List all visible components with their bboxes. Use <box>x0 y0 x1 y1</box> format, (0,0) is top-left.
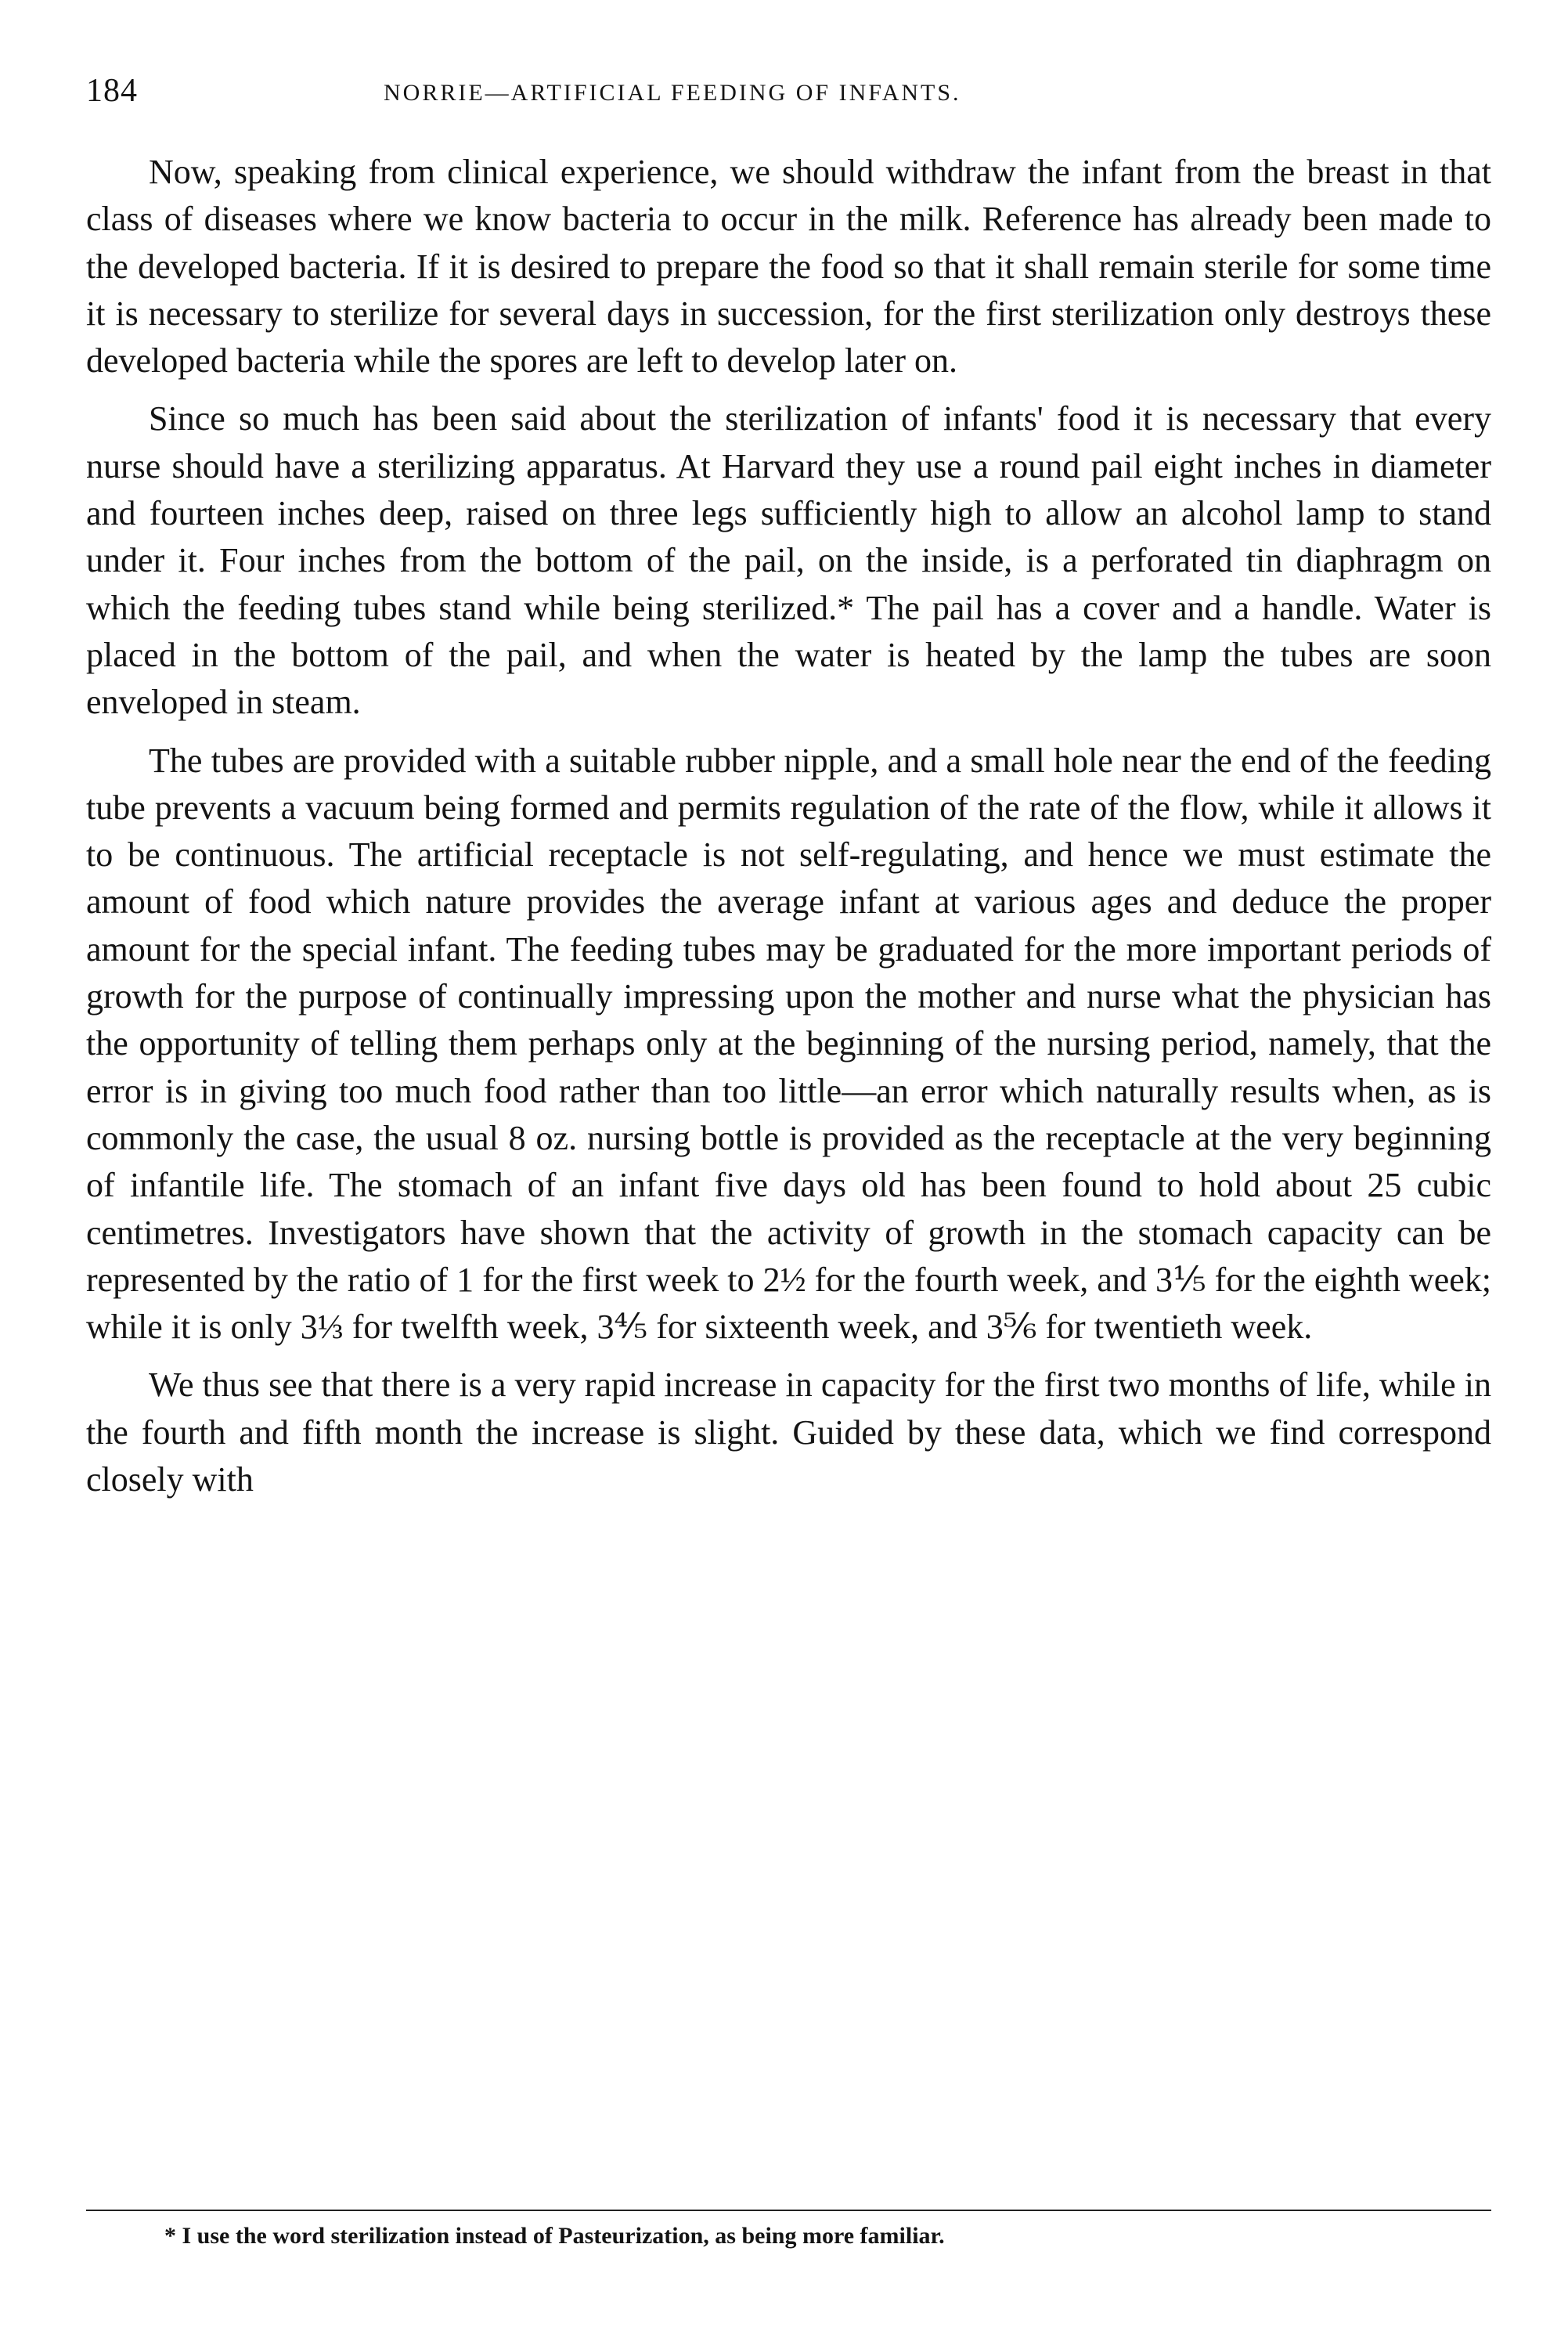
body-text <box>86 149 1491 1514</box>
footnote: * I use the word sterilization instead of Pasteurization, as being more familiar. <box>164 2223 945 2249</box>
running-head: NORRIE—ARTIFICIAL FEEDING OF INFANTS. <box>384 80 961 106</box>
page-header <box>86 72 1480 119</box>
paragraph-sterilization: Now, speaking from clinical experience, we should withdraw the infant from the breast in that class of diseases where we know bacteria to occur in the milk. Reference has already been made to the developed bacteria. If it is desired to prepare the food so that it shall remain sterile for some time it is necessary to sterilize for several days in succession, for the first sterilization only destroys these developed bacteria while the spores are left to develop later on. <box>86 153 1491 381</box>
paragraph-sterilizing-apparatus: Since so much has been said about the sterilization of infants' food it is necessary that every nurse should have a sterilizing apparatus. At Harvard they use a round pail eight inches in diameter and fourteen inches deep, raised on three legs sufficiently high to allow an alcohol lamp to stand under it. Four inches from the bottom of the pail, on the inside, is a perforated tin diaphragm on which the feeding tubes stand while being sterilized.* The pail has a cover and a handle. Water is placed in the bottom of the pail, and when the water is heated by the lamp the tubes are soon enveloped in steam. <box>86 399 1491 722</box>
page-number: 184 <box>86 73 138 109</box>
paragraph-stomach-capacity: We thus see that there is a very rapid increase in capacity for the first two months of life, while in the fourth and fifth month the increase is slight. Guided by these data, which we find correspond closely with <box>86 1366 1491 1499</box>
footnote-divider <box>86 2210 1491 2211</box>
paragraph-feeding-tubes: The tubes are provided with a suitable rubber nipple, and a small hole near the end of the feeding tube prevents a vacuum being formed and permits regulation of the rate of the flow, while it allows it to be continuous. The artificial receptacle is not self-regulating, and hence we must estimate the amount of food which nature provides the average infant at various ages and deduce the proper amount for the special infant. The feeding tubes may be graduated for the more important periods of growth for the purpose of continually impressing upon the mother and nurse what the physician has the opportunity of telling them perhaps only at the beginning of the nursing period, namely, that the error is in giving too much food rather than too little—an error which naturally results when, as is commonly the case, the usual 8 oz. nursing bottle is provided as the receptacle at the very beginning of infantile life. The stomach of an infant five days old has been found to hold about 25 cubic centimetres. Investigators have shown that the activity of growth in the stomach capacity can be represented by the ratio of 1 for the first week to 2½ for the fourth week, and 3⅕ for the eighth week; while it is only 3⅓ for twelfth week, 3⅘ for sixteenth week, and 3⅚ for twentieth week. <box>86 741 1491 1347</box>
